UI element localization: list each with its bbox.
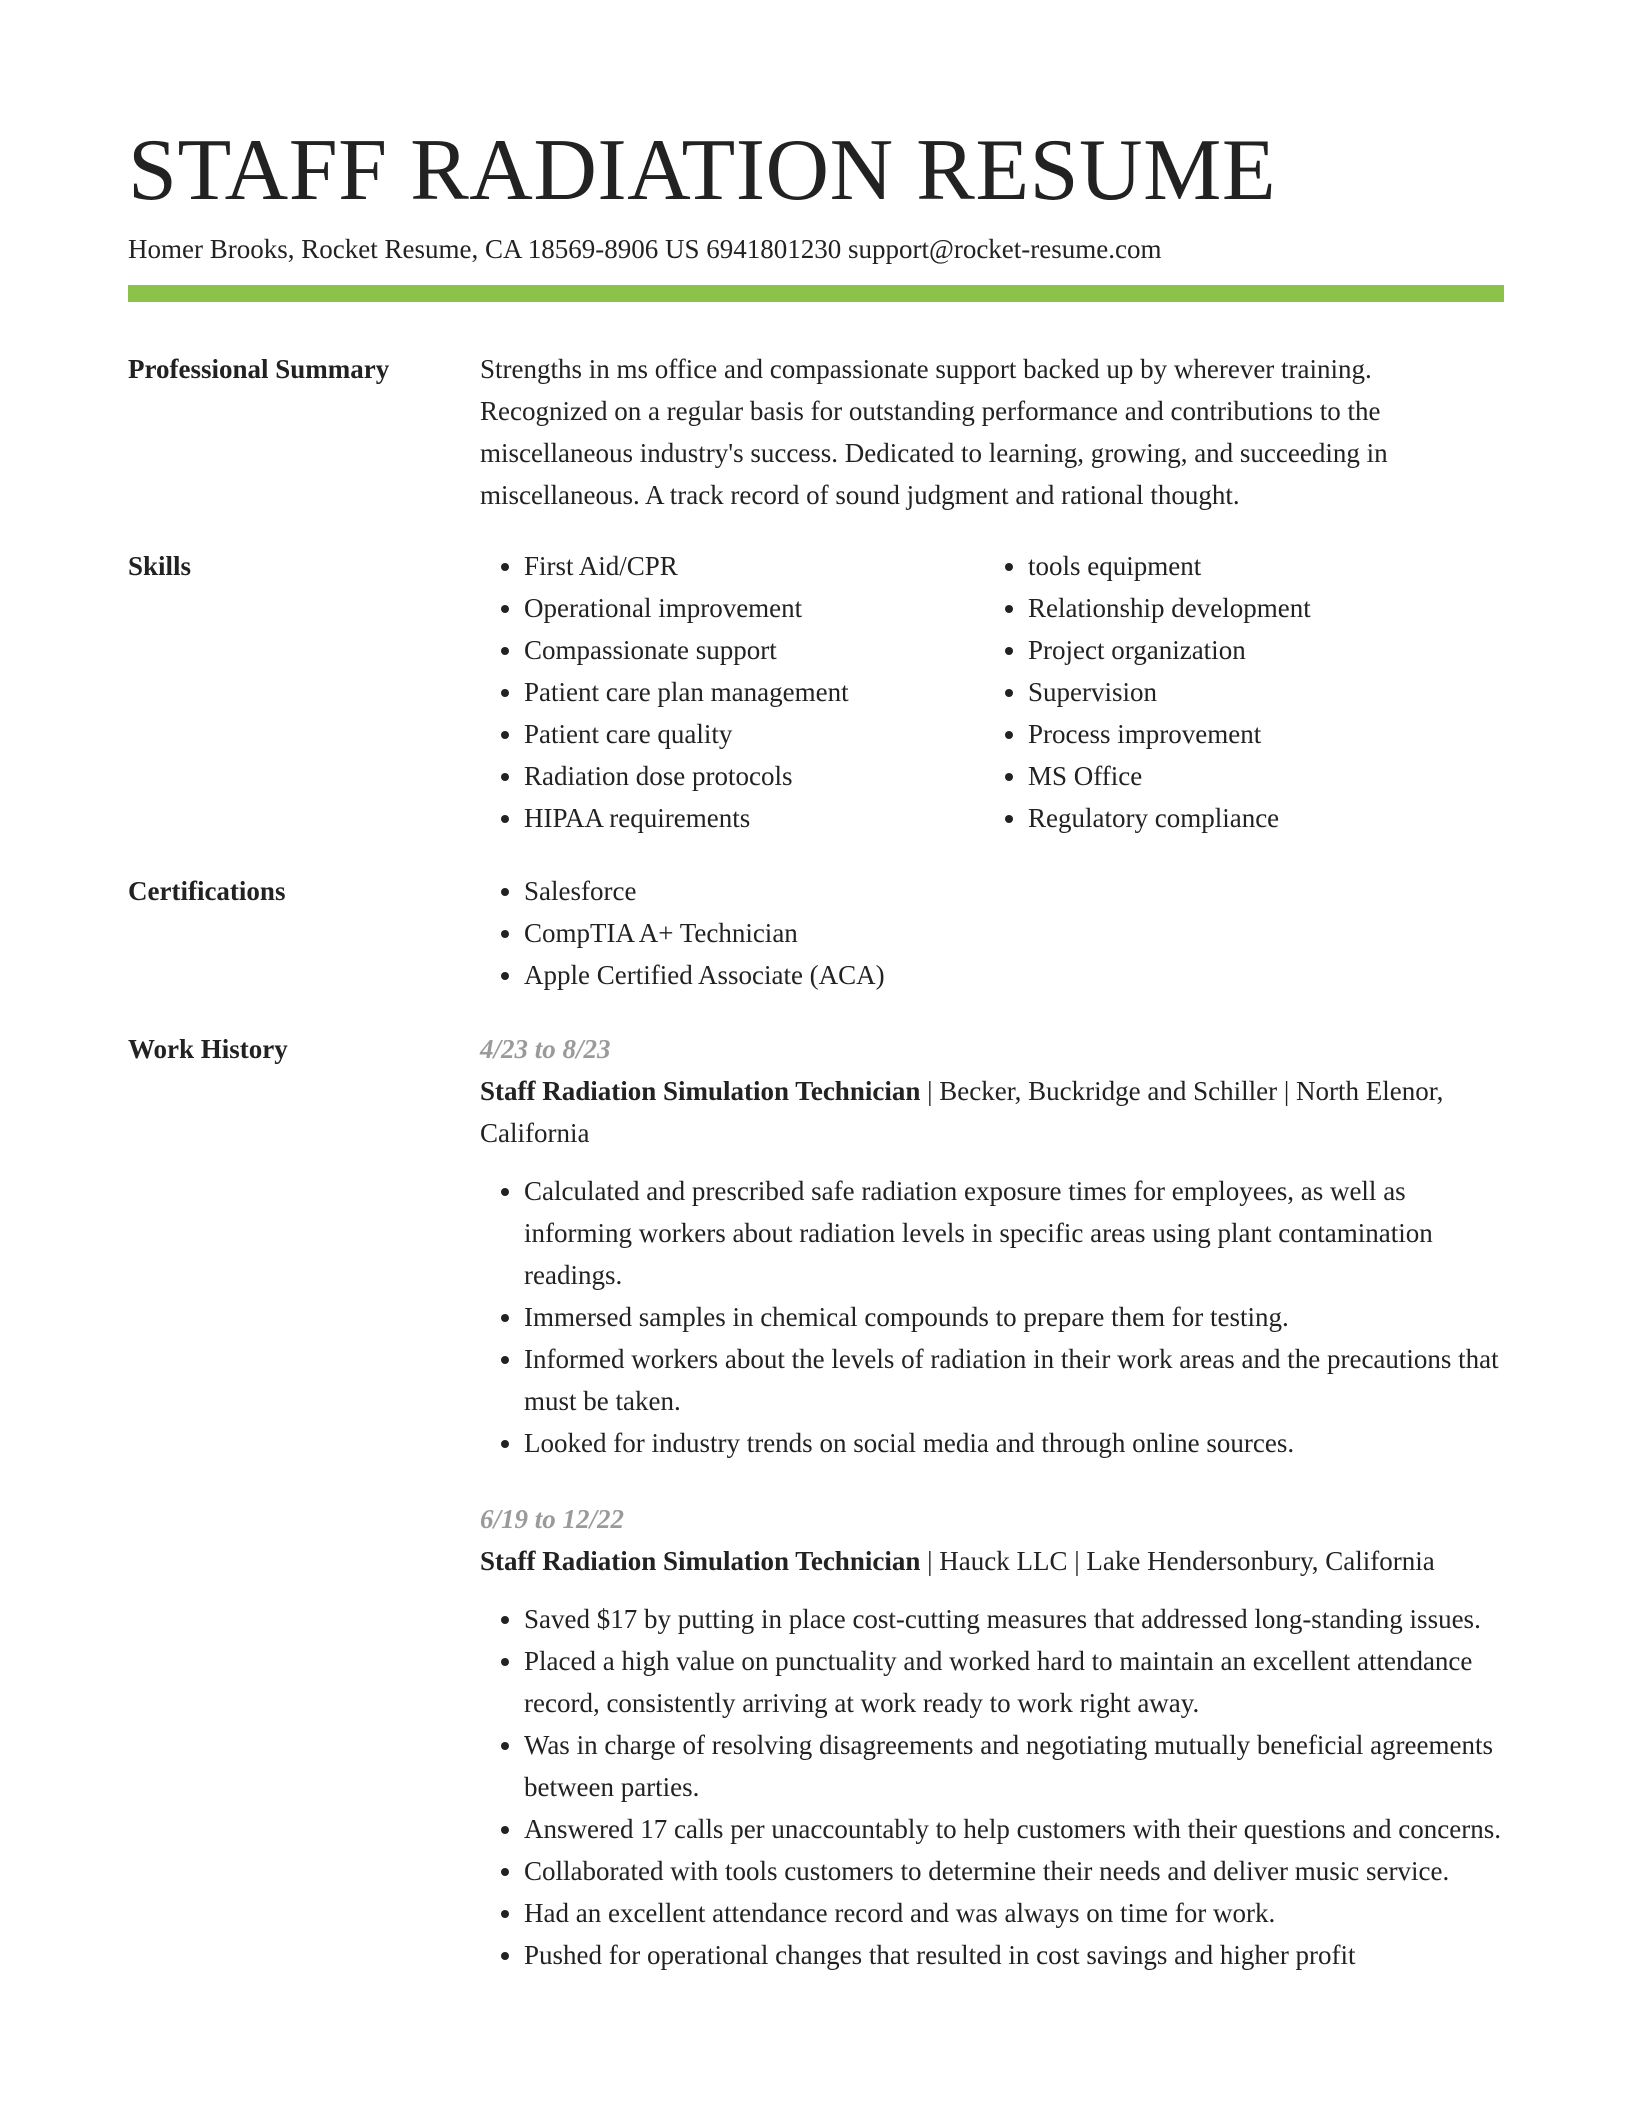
skills-column-right (984, 545, 1488, 839)
skill-item: • Patient care quality (524, 713, 984, 755)
skill-item: • Operational improvement (524, 587, 984, 629)
job-entry (480, 1028, 1504, 1464)
job-duty: • Informed workers about the levels of radiation in their work areas and the precautions that must be taken. (524, 1338, 1504, 1422)
page-title: STAFF RADIATION RESUME (128, 122, 1277, 219)
job-duty: • Calculated and prescribed safe radiation exposure times for employees, as well as informing workers about radiation levels in specific areas using plant contamination readings. (524, 1170, 1504, 1296)
work-history-heading: Work History (128, 1034, 288, 1064)
job-duties (480, 1170, 1504, 1464)
job-duty: • Saved $17 by putting in place cost-cutting measures that addressed long-standing issues. (524, 1598, 1504, 1640)
skill-item: • First Aid/CPR (524, 545, 984, 587)
skill-item: • Radiation dose protocols (524, 755, 984, 797)
job-duty: • Placed a high value on punctuality and worked hard to maintain an excellent attendance record, consistently arriving at work ready to work right away. (524, 1640, 1504, 1724)
skill-item: • Compassionate support (524, 629, 984, 671)
certifications-heading: Certifications (128, 876, 286, 906)
job-title: Staff Radiation Simulation Technician (480, 1076, 921, 1106)
job-duty: • Had an excellent attendance record and was always on time for work. (524, 1892, 1504, 1934)
skill-item: • Relationship development (1028, 587, 1488, 629)
job-entry (480, 1498, 1504, 1976)
skill-item: • Supervision (1028, 671, 1488, 713)
job-duty: • Pushed for operational changes that resulted in cost savings and higher profit (524, 1934, 1504, 1976)
job-title: Staff Radiation Simulation Technician (480, 1546, 921, 1576)
skill-item: • Regulatory compliance (1028, 797, 1488, 839)
job-dates: 4/23 to 8/23 (480, 1034, 611, 1064)
skill-item: • Process improvement (1028, 713, 1488, 755)
skill-item: • MS Office (1028, 755, 1488, 797)
job-employer-location: | Becker, Buckridge and Schiller | North Elenor, California (480, 1076, 1444, 1148)
accent-divider (128, 285, 1504, 302)
job-dates: 6/19 to 12/22 (480, 1504, 625, 1534)
certification-item: • Salesforce (524, 870, 1504, 912)
job-duty: • Collaborated with tools customers to determine their needs and deliver music service. (524, 1850, 1504, 1892)
summary-heading: Professional Summary (128, 354, 390, 384)
job-duty: • Immersed samples in chemical compounds to prepare them for testing. (524, 1296, 1504, 1338)
job-employer-location: | Hauck LLC | Lake Hendersonbury, California (920, 1546, 1435, 1576)
skill-item: • Project organization (1028, 629, 1488, 671)
job-heading (480, 1070, 1504, 1154)
job-heading (480, 1540, 1504, 1582)
skills-column-left (480, 545, 984, 839)
job-duty: • Was in charge of resolving disagreements and negotiating mutually beneficial agreements between parties. (524, 1724, 1504, 1808)
job-duty: • Looked for industry trends on social media and through online sources. (524, 1422, 1504, 1464)
summary-text: Strengths in ms office and compassionate support backed up by wherever training. Recognized on a regular basis for outstanding performance and contributions to the miscellaneous industry's success. Dedicated to learning, growing, and succeeding in miscellaneous. A track record of sound judgment and rational thought. (480, 354, 1388, 510)
certification-item: • Apple Certified Associate (ACA) (524, 954, 1504, 996)
skill-item: • HIPAA requirements (524, 797, 984, 839)
skill-item: • Patient care plan management (524, 671, 984, 713)
certification-item: • CompTIA A+ Technician (524, 912, 1504, 954)
skills-heading: Skills (128, 551, 192, 581)
contact-line: Homer Brooks, Rocket Resume, CA 18569-8906 US 6941801230 support@rocket-resume.com (128, 234, 1162, 264)
job-duties (480, 1598, 1504, 1976)
job-duty: • Answered 17 calls per unaccountably to help customers with their questions and concerns. (524, 1808, 1504, 1850)
skill-item: • tools equipment (1028, 545, 1488, 587)
